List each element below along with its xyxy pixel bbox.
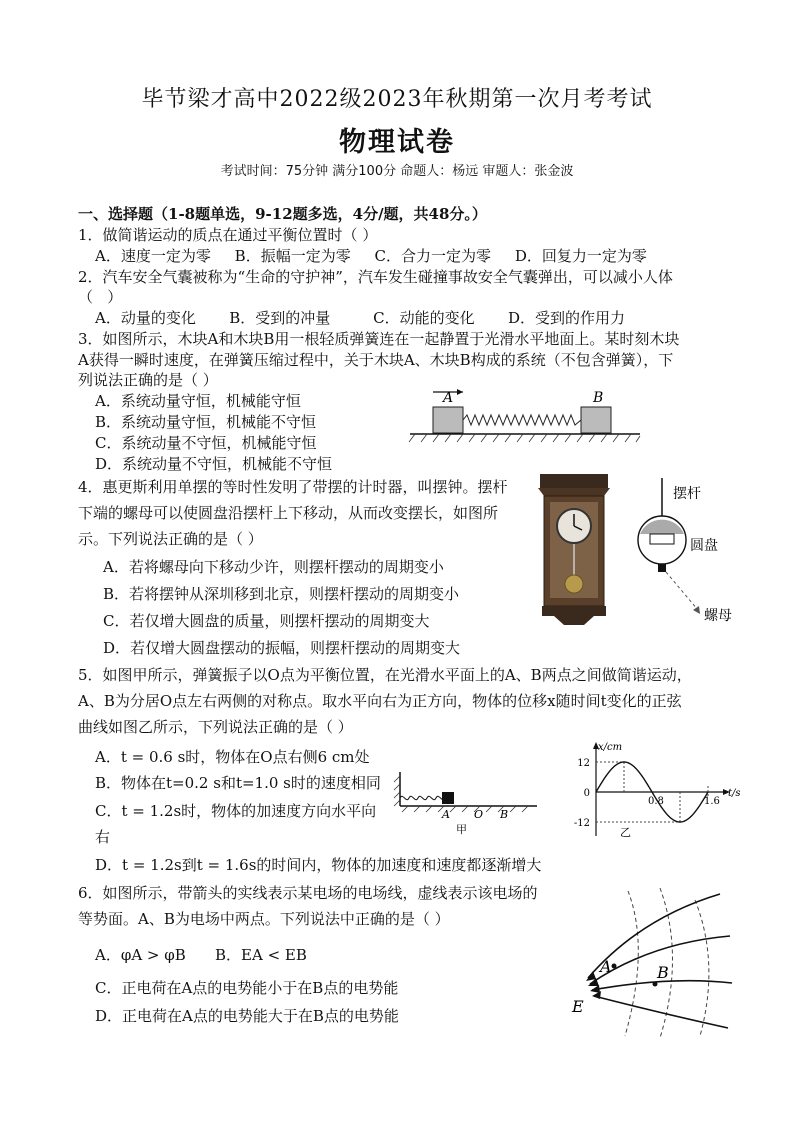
- q6-option-b: B．EA < EB: [215, 946, 307, 964]
- subject-title: 物理试卷: [339, 127, 455, 158]
- q2-stem: 2．汽车安全气囊被称为“生命的守护神”，汽车发生碰撞事故安全气囊弹出，可以减小人体: [78, 268, 673, 286]
- q1-options: A．速度一定为零 B．振幅一定为零 C．合力一定为零 D．回复力一定为零: [95, 247, 647, 265]
- label-rod: 摆杆: [673, 486, 701, 502]
- q3-figure-blocks-spring: [405, 380, 645, 450]
- pendulum-clock-image: [534, 472, 614, 627]
- exam-title: 毕节梁才高中2022级2023年秋期第一次月考考试: [141, 87, 653, 112]
- x-tick-label: 1.6: [704, 796, 720, 807]
- fig-jia-label-o: O: [474, 808, 484, 821]
- q5-option-d: D．t = 1.2s到t = 1.6s的时间内，物体的加速度和速度都逐渐增大: [95, 856, 542, 874]
- q2-stem-bracket: （ ）: [78, 288, 123, 306]
- spring-oscillator-figure: [392, 768, 542, 838]
- q3-option-d: D．系统动量不守恒，机械能不守恒: [95, 455, 333, 473]
- q1-stem: 1．做简谐运动的质点在通过平衡位置时（ ）: [78, 226, 378, 244]
- q6-option-c: C．正电荷在A点的电势能小于在B点的电势能: [95, 979, 399, 997]
- x-tick-label: 0.8: [648, 796, 664, 807]
- q2-options: A．动量的变化 B．受到的冲量 C．动能的变化 D．受到的作用力: [95, 309, 626, 327]
- q5-option-a: A．t = 0.6 s时，物体在O点右侧6 cm处: [95, 748, 370, 766]
- fig-yi-caption: 乙: [620, 826, 631, 839]
- fig-jia-label-b: B: [500, 808, 509, 821]
- label-disk: 圆盘: [690, 538, 718, 554]
- q4-stem-line1: 4．惠更斯利用单摆的等时性发明了带摆的计时器，叫摆钟。摆杆: [78, 478, 508, 496]
- q6-option-a: A．φA > φB: [95, 946, 186, 964]
- q4-option-a: A．若将螺母向下移动少许，则摆杆摆动的周期变小: [103, 558, 444, 576]
- q5-stem-line2: A、B为分居O点左右两侧的对称点。取水平向右为正方向，物体的位移x随时间t变化的正弦: [78, 692, 682, 710]
- y-axis-label: x/cm: [598, 742, 623, 753]
- y-tick-label: 0: [583, 788, 590, 799]
- q4-option-c: C．若仅增大圆盘的质量，则摆杆摆动的周期变大: [103, 612, 430, 630]
- q5-option-c-line1: C．t = 1.2s时，物体的加速度方向水平向: [95, 802, 377, 820]
- q5-option-c-line2: 右: [95, 828, 111, 846]
- q3-option-a: A．系统动量守恒，机械能守恒: [95, 392, 301, 410]
- q6-option-d: D．正电荷在A点的电势能大于在B点的电势能: [95, 1007, 399, 1025]
- q5-option-b: B．物体在t=0.2 s和t=1.0 s时的速度相同: [95, 774, 381, 792]
- q3-option-b: B．系统动量守恒，机械能不守恒: [95, 413, 317, 431]
- fig-jia-caption: 甲: [456, 823, 467, 836]
- q6-stem-line2: 等势面。A、B为电场中两点。下列说法中正确的是（ ）: [78, 910, 450, 928]
- q3-fig-label-a: A: [443, 390, 454, 406]
- q4-stem-line3: 示。下列说法正确的是（ ）: [78, 530, 263, 548]
- q3-stem-line3: 列说法正确的是（ ）: [78, 371, 218, 389]
- q5-stem-line1: 5．如图甲所示，弹簧振子以O点为平衡位置，在光滑水平面上的A、B两点之间做简谐运动，: [78, 666, 692, 684]
- q3-stem-line2: A获得一瞬时速度，在弹簧压缩过程中，关于木块A、木块B构成的系统（不包含弹簧），下: [78, 351, 674, 369]
- x-axis-label: t/s: [728, 788, 741, 799]
- fig-field-label-a: A: [600, 957, 612, 976]
- fig-jia-label-a: A: [442, 808, 450, 821]
- q3-option-c: C．系统动量不守恒，机械能守恒: [95, 434, 317, 452]
- q4-stem-line2: 下端的螺母可以使圆盘沿摆杆上下移动，从而改变摆长，如图所: [78, 504, 499, 522]
- xt-chart: [566, 740, 741, 840]
- pendulum-rod-diagram: [630, 478, 750, 628]
- q5-stem-line3: 曲线如图乙所示，下列说法正确的是（ ）: [78, 718, 353, 736]
- electric-field-figure: [560, 888, 740, 1040]
- q6-stem-line1: 6．如图所示，带箭头的实线表示某电场的电场线，虚线表示该电场的: [78, 884, 538, 902]
- label-nut: 螺母: [704, 608, 732, 624]
- y-tick-label: -12: [573, 818, 590, 829]
- y-tick-label: 12: [577, 758, 590, 769]
- q4-option-b: B．若将摆钟从深圳移到北京，则摆杆摆动的周期变小: [103, 585, 460, 603]
- fig-field-label-b: B: [657, 963, 669, 982]
- section-heading: 一、选择题（1-8题单选，9-12题多选，4分/题，共48分。）: [78, 205, 487, 223]
- fig-field-label-e: E: [572, 997, 584, 1016]
- q3-fig-label-b: B: [593, 390, 604, 406]
- exam-info: 考试时间：75分钟 满分100分 命题人：杨远 审题人：张金波: [220, 164, 574, 179]
- q3-stem-line1: 3．如图所示，木块A和木块B用一根轻质弹簧连在一起静置于光滑水平地面上。某时刻木块: [78, 330, 680, 348]
- q4-option-d: D．若仅增大圆盘摆动的振幅，则摆杆摆动的周期变大: [103, 639, 461, 657]
